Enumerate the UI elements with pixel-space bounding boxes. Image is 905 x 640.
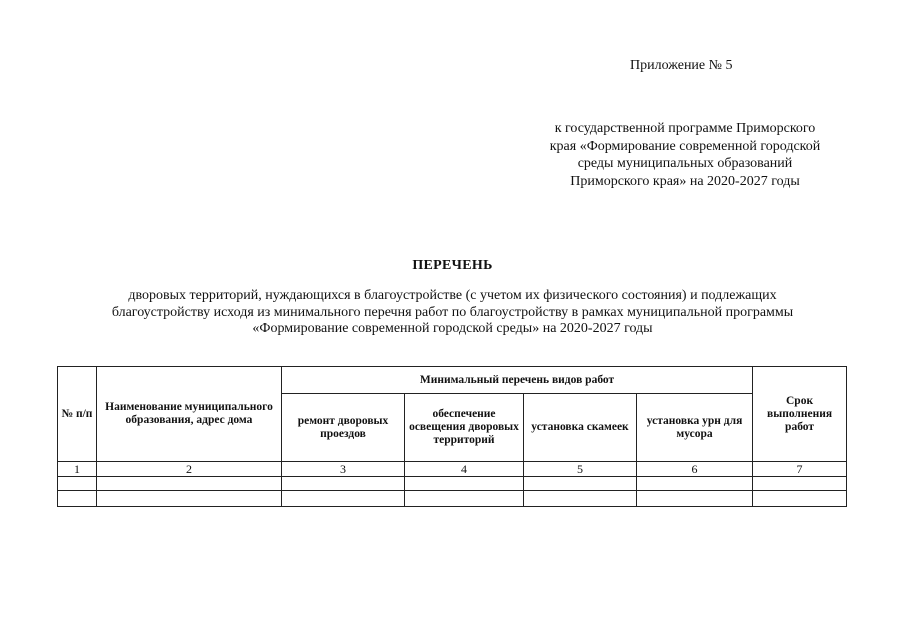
appendix-number: Приложение № 5: [630, 58, 733, 73]
document-title: ПЕРЕЧЕНЬ: [412, 258, 493, 273]
appendix-reference: [515, 120, 855, 190]
header-works-group: Минимальный перечень видов работ: [282, 367, 753, 394]
empty-cell: [637, 491, 753, 507]
column-number: 6: [637, 462, 753, 477]
empty-cell: [97, 491, 282, 507]
column-number: 3: [282, 462, 405, 477]
column-number-row: [58, 462, 847, 477]
appendix-reference-line: к государственной программе Приморского: [554, 121, 816, 136]
table-header-row: [58, 367, 847, 394]
column-number: 4: [405, 462, 524, 477]
header-lighting: обеспечение освещения дворовых территорий: [405, 394, 524, 462]
table-row: [58, 477, 847, 491]
empty-cell: [282, 477, 405, 491]
header-deadline: Срок выполнения работ: [753, 367, 847, 462]
header-number: № п/п: [58, 367, 97, 462]
empty-cell: [97, 477, 282, 491]
empty-cell: [753, 477, 847, 491]
appendix-reference-line: края «Формирование современной городской: [549, 138, 821, 154]
empty-cell: [524, 491, 637, 507]
empty-cell: [282, 491, 405, 507]
document-subtitle: [40, 288, 865, 338]
empty-cell: [58, 491, 97, 507]
header-road-repair: ремонт дворовых проездов: [282, 394, 405, 462]
subtitle-line: «Формирование современной городской среды» на 2020-2027 годы: [252, 321, 653, 336]
column-number: 7: [753, 462, 847, 477]
empty-cell: [58, 477, 97, 491]
header-benches: установка скамеек: [524, 394, 637, 462]
empty-cell: [637, 477, 753, 491]
header-bins: установка урн для мусора: [637, 394, 753, 462]
column-number: 5: [524, 462, 637, 477]
subtitle-line: благоустройству исходя из минимального перечня работ по благоустройству в рамках муниципальной программы: [111, 304, 794, 320]
appendix-reference-line: Приморского края» на 2020-2027 годы: [570, 173, 800, 189]
column-number: 1: [58, 462, 97, 477]
appendix-reference-line: среды муниципальных образований: [577, 156, 793, 171]
header-name-address: Наименование муниципального образования, адрес дома: [97, 367, 282, 462]
table-row: [58, 491, 847, 507]
empty-cell: [753, 491, 847, 507]
subtitle-line: дворовых территорий, нуждающихся в благоустройстве (с учетом их физического состояния) и подлежащих: [128, 288, 777, 303]
column-number: 2: [97, 462, 282, 477]
works-table: [57, 366, 847, 507]
empty-cell: [405, 491, 524, 507]
empty-cell: [405, 477, 524, 491]
empty-cell: [524, 477, 637, 491]
